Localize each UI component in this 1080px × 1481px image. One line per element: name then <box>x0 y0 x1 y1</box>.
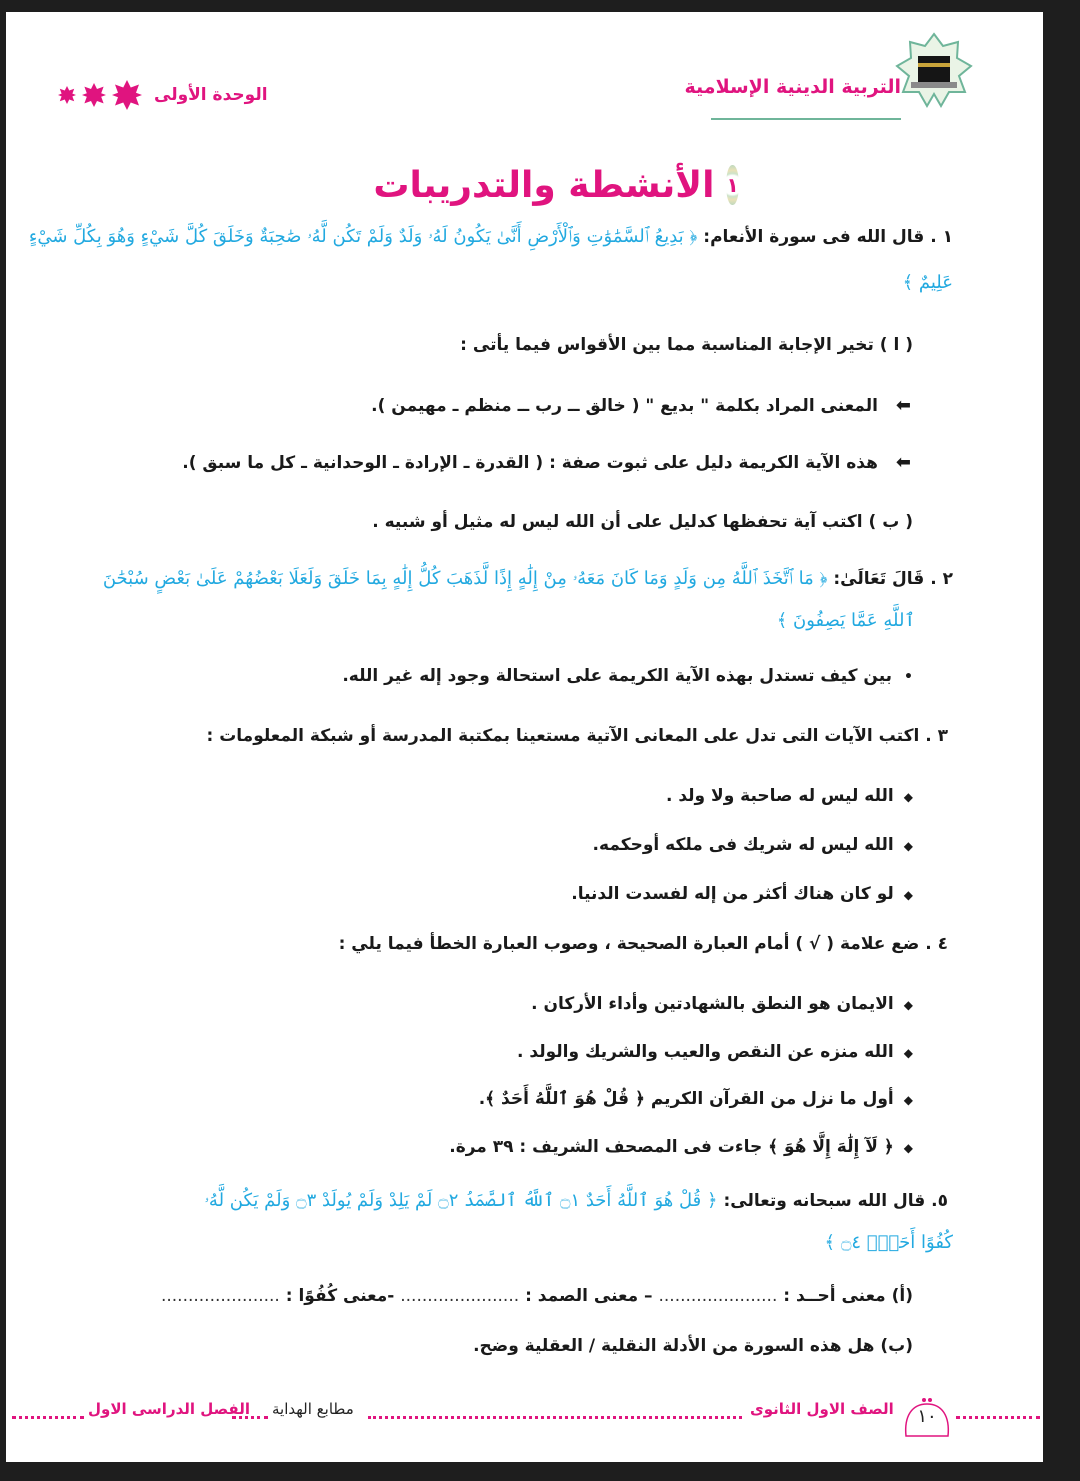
q1-verse-line1: ﴿ بَدِيعُ ٱلسَّمَٰوَٰتِ وَٱلْأَرْضِ أَنَّىٰ يَكُونُ لَهُۥ وَلَدٌ وَلَمْ تَكُن لَّهُۥ صَٰحِبَةٌ وَخَلَقَ كُلَّ شَيْءٍ وَهُوَ بِكُلِّ شَيْءٍ <box>28 226 698 247</box>
footer-term: الفصل الدراسى الاول <box>88 1400 250 1418</box>
q2-verse-line2: ٱللَّهِ عَمَّا يَصِفُونَ ﴾ <box>776 610 915 631</box>
q2-verse-line1: ﴿ مَا ٱتَّخَذَ ٱللَّهُ مِن وَلَدٍ وَمَا كَانَ مَعَهُۥ مِنْ إِلَٰهٍ إِذًا لَّذَهَبَ كُلُّ إِلَٰهٍ بِمَا خَلَقَ وَلَعَلَا بَعْضُهُمْ عَلَىٰ بَعْضٍ سُبْحَٰنَ <box>102 568 828 589</box>
diamond-bullet-icon: ◆ <box>903 888 913 902</box>
q5-line <box>204 1190 948 1211</box>
q4-item: ◆﴿ لَآ إِلَٰهَ إِلَّا هُوَ ﴾ جاءت فى المصحف الشريف : ٣٩ مرة. <box>449 1137 913 1157</box>
diamond-bullet-icon: ◆ <box>903 790 913 804</box>
q4-item: ◆الايمان هو النطق بالشهادتين وأداء الأركان . <box>531 994 913 1014</box>
footer-dotted-rule <box>956 1416 1040 1419</box>
footer-dotted-rule <box>12 1416 84 1419</box>
bullet-dot-icon: • <box>904 669 913 685</box>
q2-line <box>103 568 953 589</box>
q4-item: ◆أول ما نزل من القرآن الكريم ﴿ قُلْ هُوَ ٱللَّهُ أَحَدٌ ﴾. <box>478 1089 913 1109</box>
q4-item: ◆الله منزه عن النقص والعيب والشريك والولد . <box>517 1042 913 1062</box>
kaaba-star-emblem-icon <box>895 32 973 110</box>
q5-intro: ٥. قال الله سبحانه وتعالى: <box>723 1191 948 1211</box>
page-footer <box>6 1394 1043 1434</box>
q1-part-b: ( ب ) اكتب آية تحفظها كدليل على أن الله ليس له مثيل أو شبيه . <box>372 512 913 532</box>
section-title <box>373 158 739 212</box>
q5-part-b: (ب) هل هذه السورة من الأدلة النقلية / العقلية وضح. <box>473 1336 913 1356</box>
section-title-text: الأنشطة والتدريبات <box>373 164 715 206</box>
q2-bullet: •بين كيف تستدل بهذه الآية الكريمة على استحالة وجود إله غير الله. <box>342 666 913 686</box>
small-star-icon <box>58 86 76 104</box>
q1-part-a: ( ا ) تخير الإجابة المناسبة مما بين الأقواس فيما يأتى : <box>460 335 913 355</box>
q3-item: ◆الله ليس له شريك فى ملكه أوحكمه. <box>592 835 913 855</box>
footer-press: مطابع الهداية <box>272 1400 354 1418</box>
section-number-medallion <box>726 165 738 205</box>
q1-part-a-item: ⬅المعنى المراد بكلمة " بديع " ( خالق ــ رب ــ منظم ـ مهيمن ). <box>371 395 911 416</box>
diamond-bullet-icon: ◆ <box>903 998 913 1012</box>
q4-intro: ٤ . ضع علامة ( √ ) أمام العبارة الصحيحة ، وصوب العبارة الخطأ فيما يلي : <box>338 934 948 954</box>
header-underline <box>711 118 901 120</box>
diamond-bullet-icon: ◆ <box>903 1141 913 1155</box>
q1-verse-line2: عَلِيمٌ ﴾ <box>902 272 953 293</box>
diamond-bullet-icon: ◆ <box>903 1046 913 1060</box>
medium-star-icon <box>82 83 106 107</box>
unit-label: الوحدة الأولى <box>154 85 268 105</box>
q1-part-a-item: ⬅هذه الآية الكريمة دليل على ثبوت صفة : ( القدرة ـ الإرادة ـ الوحدانية ـ كل ما سبق ). <box>182 452 911 473</box>
page-number: ١٠ <box>917 1406 937 1427</box>
q5-verse-line2: كُفُوًا أَحَدٌۢ ۝٤ ﴾ <box>824 1232 953 1253</box>
book-title: التربية الدينية الإسلامية <box>684 76 901 98</box>
q1-line <box>29 226 953 247</box>
footer-dotted-rule <box>232 1416 268 1419</box>
answer-blank-samad[interactable]: ...................... <box>400 1286 520 1306</box>
arrow-bullet-icon: ⬅ <box>895 452 911 473</box>
q2-intro: ٢ . قَالَ تَعَالَىٰ: <box>833 569 953 589</box>
book-brand-header <box>684 32 973 112</box>
q3-intro: ٣ . اكتب الآيات التى تدل على المعانى الآتية مستعينا بمكتبة المدرسة أو شبكة المعلومات : <box>206 726 948 746</box>
q5-meaning-kufuwan-label: -معنى كُفُوًا : <box>285 1286 395 1306</box>
answer-blank-kufuwan[interactable]: ...................... <box>160 1286 280 1306</box>
diamond-bullet-icon: ◆ <box>903 1093 913 1107</box>
diamond-bullet-icon: ◆ <box>903 839 913 853</box>
footer-grade: الصف الاول الثانوى <box>750 1400 894 1418</box>
document-page <box>6 12 1043 1462</box>
large-star-icon <box>112 80 142 110</box>
q5-meaning-samad-label: – معنى الصمد : <box>525 1286 653 1306</box>
page-number-container <box>902 1396 952 1438</box>
footer-dotted-rule <box>368 1416 742 1419</box>
answer-blank-ahad[interactable]: ...................... <box>658 1286 778 1306</box>
q3-item: ◆لو كان هناك أكثر من إله لفسدت الدنيا. <box>571 884 913 904</box>
q5-part-a <box>161 1286 913 1306</box>
section-number: ١ <box>726 173 739 197</box>
q5-verse-line1: ﴿ قُلْ هُوَ ٱللَّهُ أَحَدٌ ۝١ ٱللَّهُ ٱلصَّمَدُ ۝٢ لَمْ يَلِدْ وَلَمْ يُولَدْ ۝٣ وَلَمْ يَكُن لَّهُۥ <box>204 1190 718 1211</box>
unit-indicator <box>58 82 268 108</box>
arrow-bullet-icon: ⬅ <box>895 395 911 416</box>
q3-item: ◆الله ليس له صاحبة ولا ولد . <box>665 786 913 806</box>
q1-intro: ١ . قال الله فى سورة الأنعام: <box>703 227 953 247</box>
q5-meaning-ahad-label: (أ) معنى أحــد : <box>783 1286 913 1306</box>
